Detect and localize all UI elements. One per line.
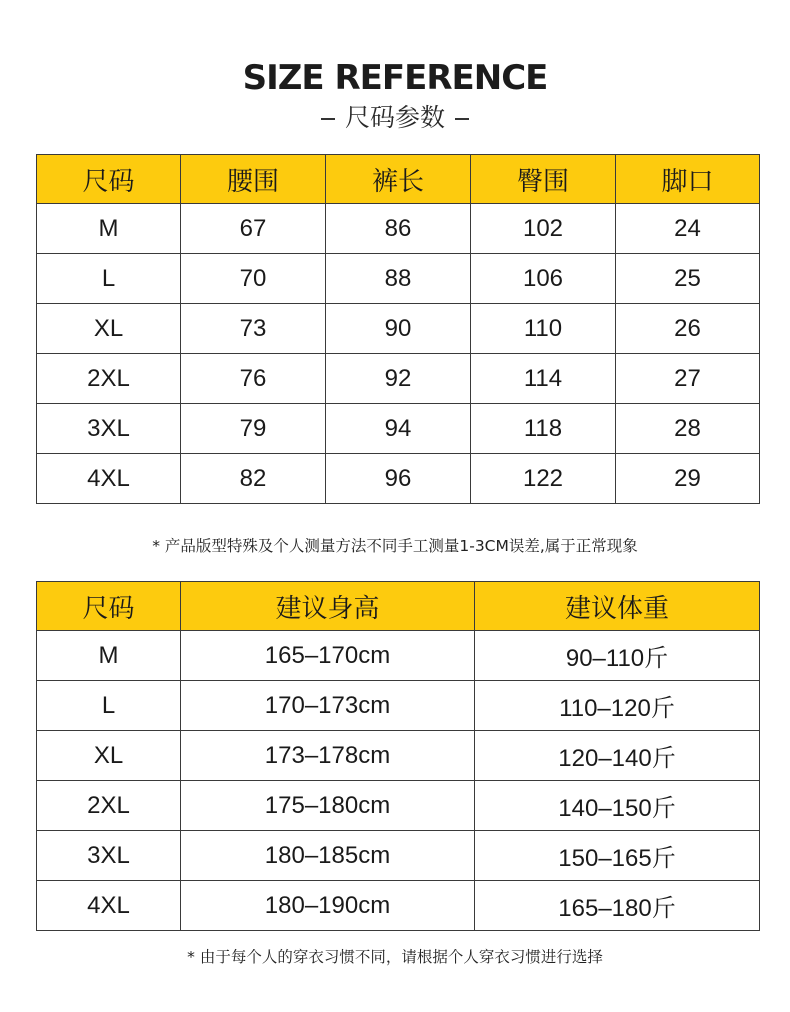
table-cell: 3XL [37, 404, 181, 454]
table-cell: 3XL [37, 831, 181, 881]
table-cell: 4XL [37, 881, 181, 931]
table-cell: 175–180cm [181, 781, 475, 831]
table-cell: 26 [616, 304, 760, 354]
subtitle-text: 尺码参数 [344, 103, 445, 132]
table-cell: 92 [326, 354, 471, 404]
table-cell: 90–110斤 [475, 631, 760, 681]
measurement-note: * 产品版型特殊及个人测量方法不同手工测量1-3CM误差,属于正常现象 [152, 537, 638, 555]
table-cell: 4XL [37, 454, 181, 504]
recommendation-table [36, 581, 760, 931]
table-cell: 2XL [37, 354, 181, 404]
table-cell: 70 [181, 254, 326, 304]
table-header-row [37, 155, 760, 204]
table-row [37, 404, 760, 454]
header-cell: 建议体重 [475, 582, 760, 631]
table-row [37, 781, 760, 831]
table-cell: L [37, 254, 181, 304]
table-cell: M [37, 631, 181, 681]
table-cell: 165–170cm [181, 631, 475, 681]
header-cell: 脚口 [616, 155, 760, 204]
table-cell: 82 [181, 454, 326, 504]
table-cell: 102 [471, 204, 616, 254]
table-cell: 94 [326, 404, 471, 454]
table-cell: 140–150斤 [475, 781, 760, 831]
table-cell: 90 [326, 304, 471, 354]
header-cell: 尺码 [37, 155, 181, 204]
table-row [37, 254, 760, 304]
table-row [37, 731, 760, 781]
table-cell: 120–140斤 [475, 731, 760, 781]
table-cell: L [37, 681, 181, 731]
table-cell: 2XL [37, 781, 181, 831]
table-cell: 86 [326, 204, 471, 254]
table-row [37, 831, 760, 881]
header-cell: 裤长 [326, 155, 471, 204]
table-cell: 25 [616, 254, 760, 304]
table-cell: 110 [471, 304, 616, 354]
table-cell: 106 [471, 254, 616, 304]
table-cell: M [37, 204, 181, 254]
subtitle-dash-left [321, 118, 335, 120]
table-row [37, 204, 760, 254]
table-cell: 173–178cm [181, 731, 475, 781]
table-cell: 110–120斤 [475, 681, 760, 731]
table-cell: 24 [616, 204, 760, 254]
table-cell: 79 [181, 404, 326, 454]
table-cell: 76 [181, 354, 326, 404]
table-cell: 29 [616, 454, 760, 504]
table-cell: 67 [181, 204, 326, 254]
table-cell: 165–180斤 [475, 881, 760, 931]
table-cell: 180–190cm [181, 881, 475, 931]
table-row [37, 454, 760, 504]
header-cell: 臀围 [471, 155, 616, 204]
table-cell: XL [37, 731, 181, 781]
table-row [37, 681, 760, 731]
header-cell: 尺码 [37, 582, 181, 631]
table-cell: 118 [471, 404, 616, 454]
fit-preference-note: * 由于每个人的穿衣习惯不同，请根据个人穿衣习惯进行选择 [187, 948, 603, 966]
table-header-row [37, 582, 760, 631]
table-cell: 150–165斤 [475, 831, 760, 881]
table-cell: 28 [616, 404, 760, 454]
table-cell: 73 [181, 304, 326, 354]
table-row [37, 631, 760, 681]
header-cell: 建议身高 [181, 582, 475, 631]
table-cell: 27 [616, 354, 760, 404]
table-cell: 180–185cm [181, 831, 475, 881]
table-row [37, 881, 760, 931]
page-subtitle [0, 101, 790, 135]
table-cell: XL [37, 304, 181, 354]
table-row [37, 354, 760, 404]
page-title: SIZE REFERENCE [242, 58, 548, 98]
size-measurement-table [36, 154, 760, 504]
table-cell: 88 [326, 254, 471, 304]
header-cell: 腰围 [181, 155, 326, 204]
table-cell: 96 [326, 454, 471, 504]
table-row [37, 304, 760, 354]
table-cell: 122 [471, 454, 616, 504]
table-cell: 114 [471, 354, 616, 404]
subtitle-dash-right [455, 118, 469, 120]
table-cell: 170–173cm [181, 681, 475, 731]
